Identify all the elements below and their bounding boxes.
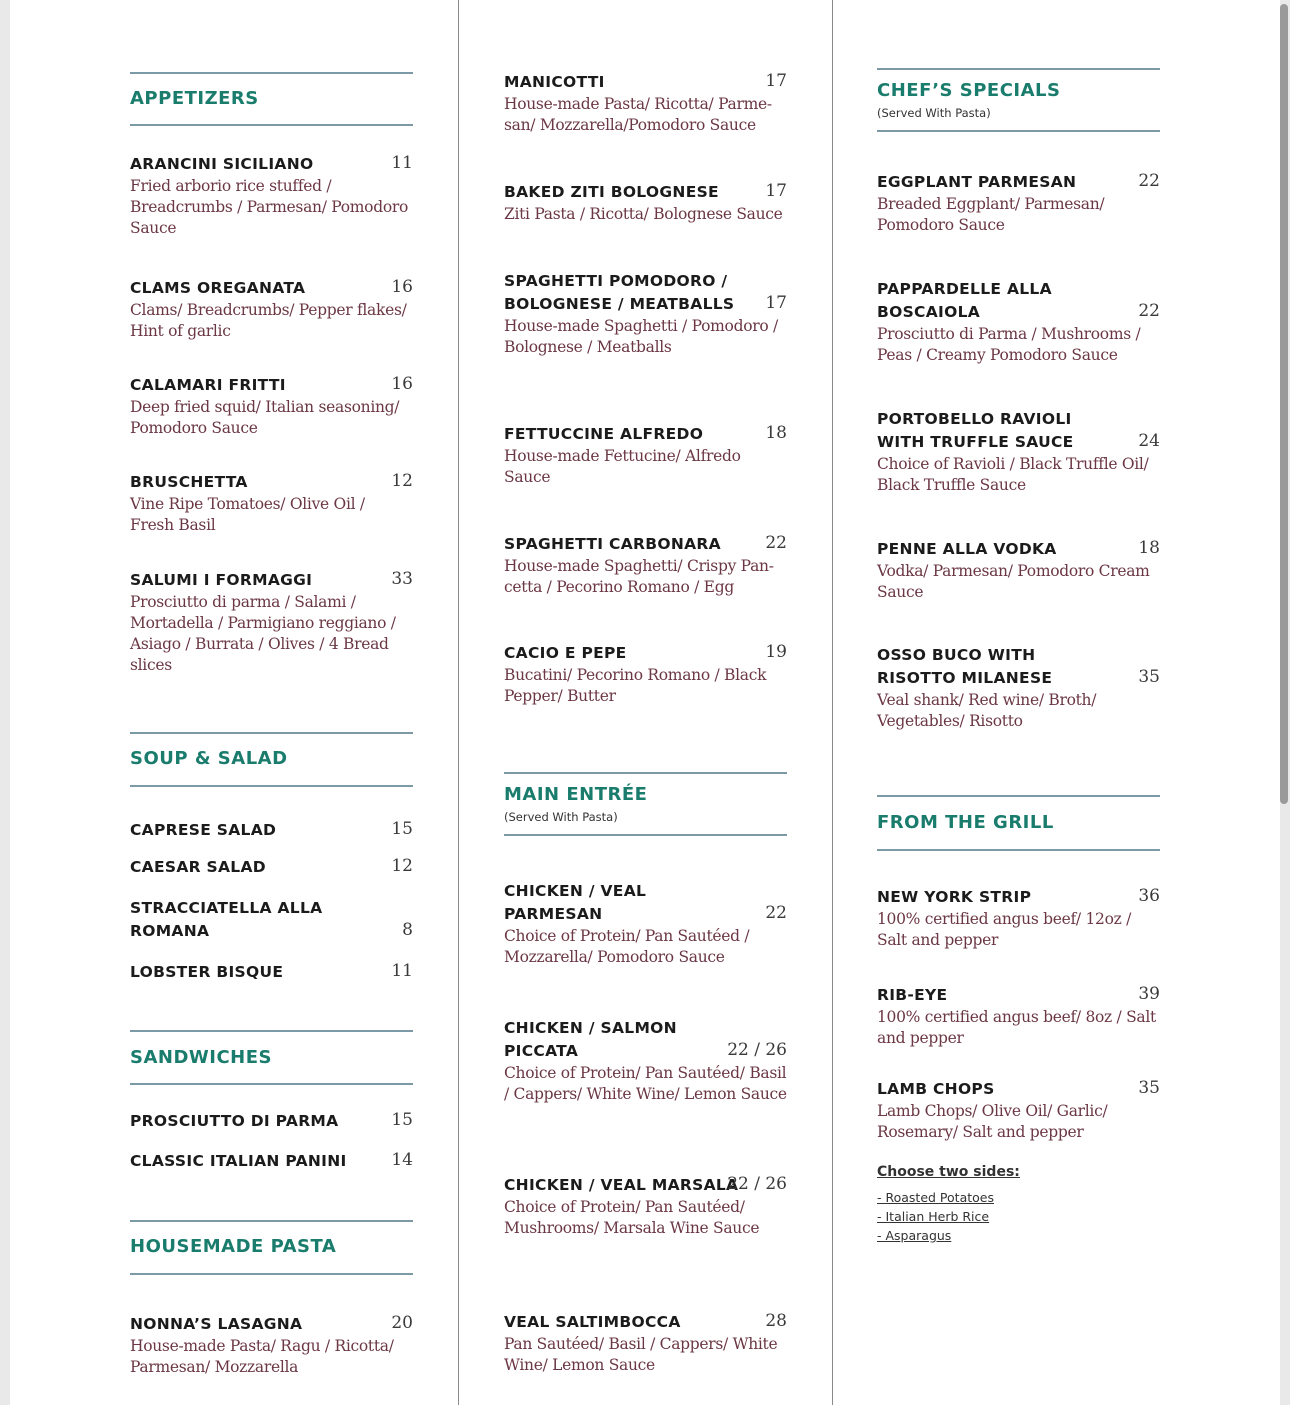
item-price: 22 <box>1138 171 1160 191</box>
item-price: 39 <box>1138 984 1160 1004</box>
item-name: SALUMI I FORMAGGI <box>130 571 313 589</box>
menu-item <box>504 642 787 707</box>
menu-item <box>130 374 413 439</box>
menu-item <box>504 181 787 225</box>
section-title: SANDWICHES <box>130 1047 272 1068</box>
item-name: FETTUCCINE ALFREDO <box>504 425 704 443</box>
item-price: 24 <box>1138 431 1160 451</box>
item-name: CAESAR SALAD <box>130 858 266 876</box>
menu-item <box>130 1313 413 1378</box>
item-price: 20 <box>391 1313 413 1333</box>
item-name: PORTOBELLO RAVIOLI WITH TRUFFLE SAUCE <box>877 410 1074 451</box>
item-description: Vine Ripe Tomatoes/ Olive Oil / Fresh Basil <box>130 495 365 534</box>
section-subtitle: (Served With Pasta) <box>504 810 618 824</box>
section-rule-top <box>504 772 787 774</box>
item-description: House-made Spaghetti / Pomodoro / Bolognese / Meatballs <box>504 317 778 356</box>
section-title: CHEF’S SPECIALS <box>877 80 1061 101</box>
item-price: 33 <box>391 569 413 589</box>
menu-item <box>504 880 787 968</box>
menu-item <box>504 270 787 358</box>
item-name: EGGPLANT PARMESAN <box>877 173 1077 191</box>
item-name: STRACCIATELLA ALLA ROMANA <box>130 899 323 940</box>
item-price: 15 <box>391 819 413 839</box>
menu-item <box>504 423 787 488</box>
item-price: 18 <box>1138 538 1160 558</box>
item-price: 11 <box>391 961 413 981</box>
item-name: NONNA’S LASAGNA <box>130 1315 303 1333</box>
item-price: 17 <box>765 181 787 201</box>
item-description: Pan Sautéed/ Basil / Cappers/ White Wine/ Lemon Sauce <box>504 1335 778 1374</box>
menu-item <box>877 538 1160 603</box>
section-rule-top <box>877 795 1160 797</box>
item-description: Prosciutto di Parma / Mushrooms / Peas / Creamy Pomodoro Sauce <box>877 325 1141 364</box>
item-name: CAPRESE SALAD <box>130 821 277 839</box>
menu-item <box>130 569 413 676</box>
item-price: 12 <box>391 856 413 876</box>
menu-item <box>130 471 413 536</box>
menu-item <box>504 71 787 136</box>
item-price: 36 <box>1138 886 1160 906</box>
section-title: MAIN ENTRÉE <box>504 784 648 805</box>
item-name: VEAL SALTIMBOCCA <box>504 1313 681 1331</box>
item-description: Choice of Protein/ Pan Sautéed/ Mushrooms/ Marsala Wine Sauce <box>504 1198 760 1237</box>
item-price: 8 <box>402 920 413 940</box>
item-name: PROSCIUTTO DI PARMA <box>130 1112 339 1130</box>
menu-item <box>504 1017 787 1105</box>
item-price: 22 <box>765 903 787 923</box>
item-price: 15 <box>391 1110 413 1130</box>
item-description: Prosciutto di parma / Salami / Mortadella / Parmigiano reggiano / Asiago / Burrata / Olives / 4 Bread slices <box>130 593 396 674</box>
section-rule-bottom <box>877 849 1160 851</box>
section-rule-bottom <box>504 834 787 836</box>
item-price: 12 <box>391 471 413 491</box>
item-name: OSSO BUCO WITH RISOTTO MILANESE <box>877 646 1053 687</box>
item-name: ARANCINI SICILIANO <box>130 155 314 173</box>
section-title: APPETIZERS <box>130 88 259 109</box>
item-name: LOBSTER BISQUE <box>130 963 284 981</box>
section-rule-bottom <box>130 785 413 787</box>
menu-item <box>877 1078 1160 1143</box>
menu-item <box>877 408 1160 496</box>
menu-item <box>130 277 413 342</box>
item-description: Vodka/ Parmesan/ Pomodoro Cream Sauce <box>877 562 1150 601</box>
item-price: 17 <box>765 293 787 313</box>
menu-item <box>130 1110 413 1133</box>
item-name: MANICOTTI <box>504 73 605 91</box>
section-rule-bottom <box>130 1083 413 1085</box>
item-description: Choice of Protein/ Pan Sautéed / Mozzarella/ Pomodoro Sauce <box>504 927 750 966</box>
section-title: FROM THE GRILL <box>877 812 1054 833</box>
menu-item <box>877 644 1160 732</box>
item-price: 14 <box>391 1150 413 1170</box>
item-name: LAMB CHOPS <box>877 1080 995 1098</box>
side-option: - Asparagus <box>877 1228 952 1243</box>
side-option: - Italian Herb Rice <box>877 1209 990 1224</box>
section-rule-top <box>877 68 1160 70</box>
item-description: Fried arborio rice stuffed / Breadcrumbs / Parmesan/ Pomodoro Sauce <box>130 177 408 237</box>
menu-item <box>130 961 413 984</box>
item-price: 18 <box>765 423 787 443</box>
item-name: NEW YORK STRIP <box>877 888 1032 906</box>
item-price: 17 <box>765 71 787 91</box>
menu-item <box>130 897 413 943</box>
item-description: Choice of Protein/ Pan Sautéed/ Basil / Cappers/ White Wine/ Lemon Sauce <box>504 1064 787 1103</box>
item-description: House-made Pasta/ Ricotta/ Parme-san/ Mozzarella/Pomodoro Sauce <box>504 95 772 134</box>
item-name: PAPPARDELLE ALLA BOSCAIOLA <box>877 280 1052 321</box>
section-rule-bottom <box>130 124 413 126</box>
menu-item <box>130 1150 413 1173</box>
item-price: 16 <box>391 277 413 297</box>
item-price: 28 <box>765 1311 787 1331</box>
item-name: CHICKEN / VEAL MARSALA <box>504 1176 739 1194</box>
item-price: 35 <box>1138 1078 1160 1098</box>
menu-item <box>130 856 413 879</box>
menu-item <box>504 1174 787 1239</box>
item-name: CHICKEN / VEAL PARMESAN <box>504 882 647 923</box>
item-name: PENNE ALLA VODKA <box>877 540 1057 558</box>
section-title: SOUP & SALAD <box>130 748 288 769</box>
menu-item <box>877 278 1160 366</box>
sides-heading: Choose two sides: <box>877 1164 1020 1180</box>
item-description: House-made Pasta/ Ragu / Ricotta/ Parmesan/ Mozzarella <box>130 1337 394 1376</box>
item-price: 35 <box>1138 667 1160 687</box>
section-rule-top <box>130 732 413 734</box>
item-price: 22 / 26 <box>727 1040 787 1060</box>
section-rule-top <box>130 72 413 74</box>
menu-page <box>10 0 1280 1405</box>
column-divider <box>458 0 459 1405</box>
section-rule-top <box>130 1220 413 1222</box>
section-subtitle: (Served With Pasta) <box>877 106 991 120</box>
item-price: 16 <box>391 374 413 394</box>
item-description: Lamb Chops/ Olive Oil/ Garlic/ Rosemary/ Salt and pepper <box>877 1102 1108 1141</box>
item-price: 22 <box>1138 301 1160 321</box>
item-description: Veal shank/ Red wine/ Broth/ Vegetables/ Risotto <box>877 691 1097 730</box>
item-description: Breaded Eggplant/ Parmesan/ Pomodoro Sauce <box>877 195 1105 234</box>
item-description: Bucatini/ Pecorino Romano / Black Pepper/ Butter <box>504 666 767 705</box>
item-name: CLAMS OREGANATA <box>130 279 306 297</box>
menu-item <box>130 153 413 239</box>
item-name: SPAGHETTI CARBONARA <box>504 535 721 553</box>
section-rule-bottom <box>877 130 1160 132</box>
item-name: SPAGHETTI POMODORO / BOLOGNESE / MEATBALLS <box>504 272 735 313</box>
item-description: House-made Spaghetti/ Crispy Pan-cetta / Pecorino Romano / Egg <box>504 557 774 596</box>
item-name: CACIO E PEPE <box>504 644 627 662</box>
item-name: BAKED ZITI BOLOGNESE <box>504 183 719 201</box>
section-rule-bottom <box>130 1273 413 1275</box>
item-price: 19 <box>765 642 787 662</box>
item-price: 22 / 26 <box>727 1174 787 1194</box>
item-name: CLASSIC ITALIAN PANINI <box>130 1152 347 1170</box>
item-description: Clams/ Breadcrumbs/ Pepper flakes/ Hint of garlic <box>130 301 407 340</box>
scrollbar[interactable] <box>1280 4 1288 804</box>
menu-item <box>504 1311 787 1376</box>
menu-item <box>877 984 1160 1049</box>
item-name: CHICKEN / SALMON PICCATA <box>504 1019 677 1060</box>
item-price: 11 <box>391 153 413 173</box>
item-name: BRUSCHETTA <box>130 473 248 491</box>
item-description: 100% certified angus beef/ 8oz / Salt and pepper <box>877 1008 1156 1047</box>
item-price: 22 <box>765 533 787 553</box>
menu-item <box>877 171 1160 236</box>
section-rule-top <box>130 1030 413 1032</box>
item-name: RIB-EYE <box>877 986 948 1004</box>
section-title: HOUSEMADE PASTA <box>130 1236 337 1257</box>
item-description: House-made Fettucine/ Alfredo Sauce <box>504 447 741 486</box>
menu-item <box>130 819 413 842</box>
item-description: Choice of Ravioli / Black Truffle Oil/ Black Truffle Sauce <box>877 455 1149 494</box>
item-description: Ziti Pasta / Ricotta/ Bolognese Sauce <box>504 205 783 223</box>
side-option: - Roasted Potatoes <box>877 1190 994 1205</box>
menu-item <box>877 886 1160 951</box>
menu-item <box>504 533 787 598</box>
item-name: CALAMARI FRITTI <box>130 376 286 394</box>
item-description: Deep fried squid/ Italian seasoning/ Pomodoro Sauce <box>130 398 400 437</box>
item-description: 100% certified angus beef/ 12oz / Salt and pepper <box>877 910 1132 949</box>
column-divider <box>832 0 833 1405</box>
